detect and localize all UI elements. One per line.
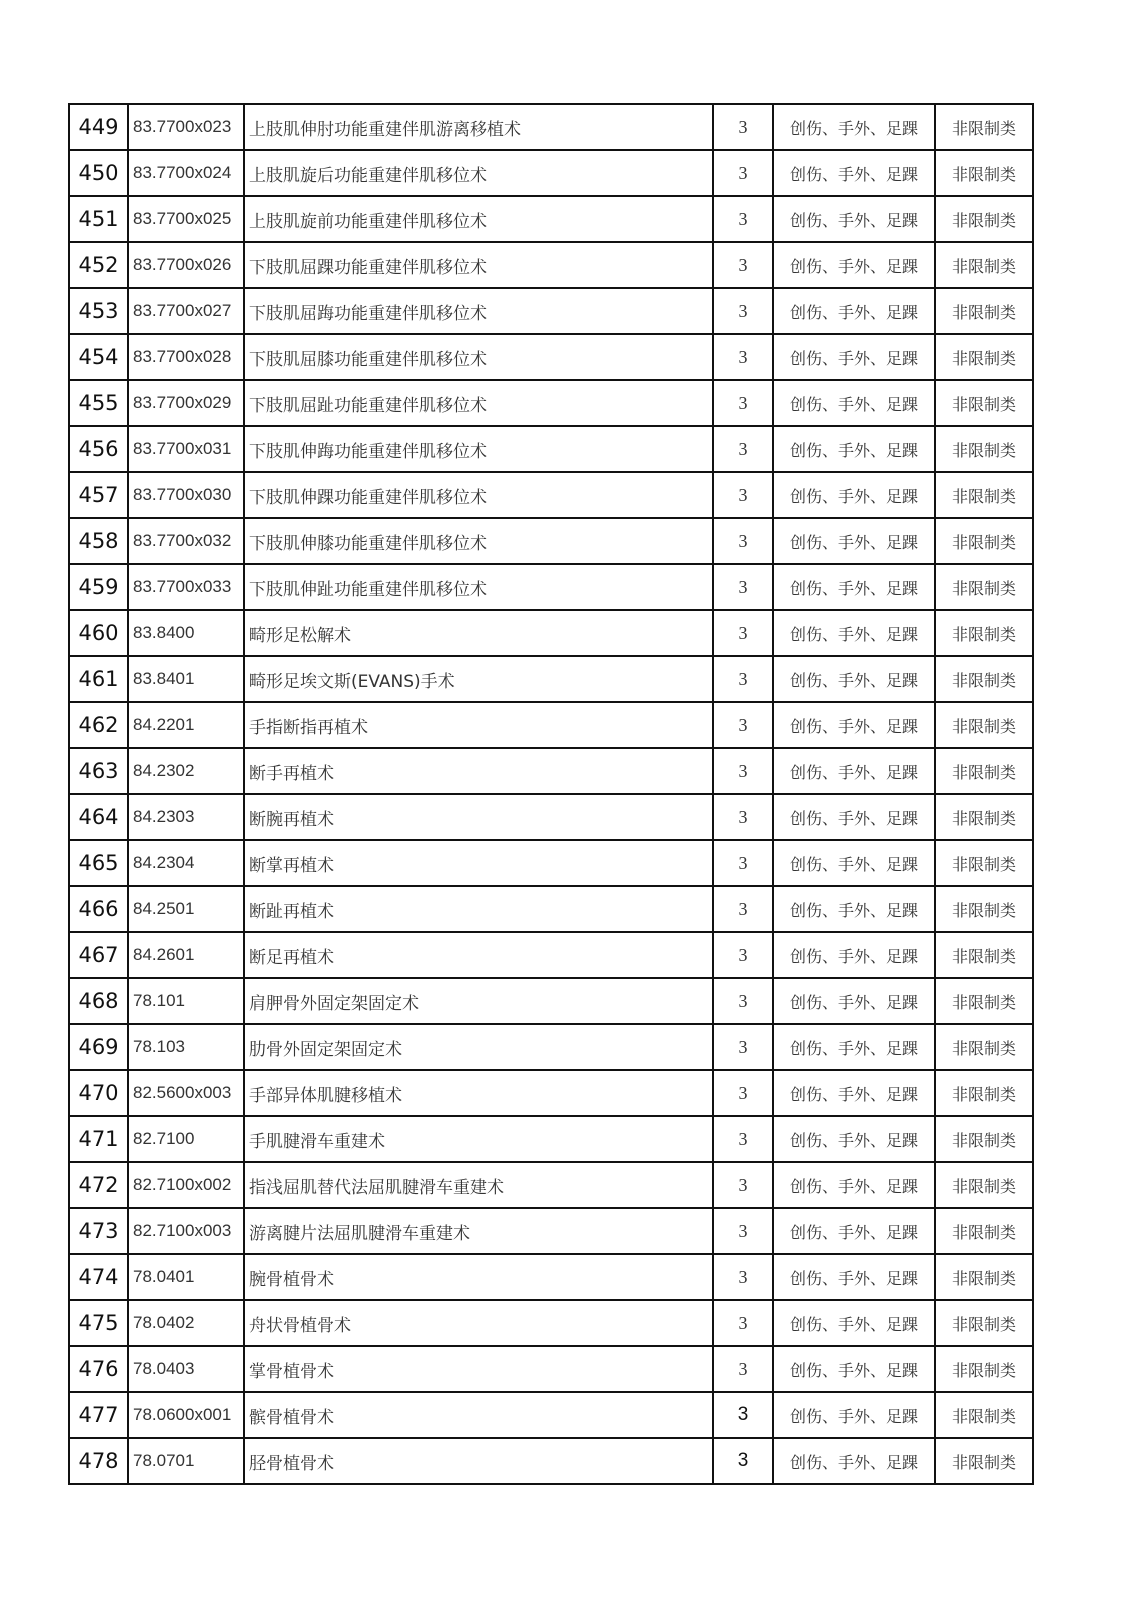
row-number-cell: 457 [69, 472, 128, 518]
surgery-level-cell: 3 [713, 426, 773, 472]
surgery-level-cell: 3 [713, 840, 773, 886]
surgery-level-cell: 3 [713, 1346, 773, 1392]
row-number-cell: 475 [69, 1300, 128, 1346]
procedure-code-cell: 82.7100x002 [128, 1162, 244, 1208]
surgery-level-cell: 3 [713, 1162, 773, 1208]
table-row [69, 932, 1033, 978]
procedure-name-cell: 下肢肌屈膝功能重建伴肌移位术 [244, 334, 713, 380]
row-number-cell: 476 [69, 1346, 128, 1392]
procedure-code-cell: 78.0402 [128, 1300, 244, 1346]
table-row [69, 748, 1033, 794]
surgery-level-cell: 3 [713, 886, 773, 932]
row-number-cell: 458 [69, 518, 128, 564]
table-row [69, 1070, 1033, 1116]
category-cell: 非限制类 [935, 1346, 1033, 1392]
procedure-name-cell: 上肢肌伸肘功能重建伴肌游离移植术 [244, 104, 713, 150]
procedure-name-cell: 掌骨植骨术 [244, 1346, 713, 1392]
department-cell: 创伤、手外、足踝 [773, 1346, 935, 1392]
department-cell: 创伤、手外、足踝 [773, 794, 935, 840]
category-cell: 非限制类 [935, 472, 1033, 518]
procedure-name-cell: 游离腱片法屈肌腱滑车重建术 [244, 1208, 713, 1254]
surgery-level-cell: 3 [713, 288, 773, 334]
row-number-cell: 449 [69, 104, 128, 150]
table-row [69, 1392, 1033, 1438]
procedure-code-cell: 78.101 [128, 978, 244, 1024]
category-cell: 非限制类 [935, 380, 1033, 426]
category-cell: 非限制类 [935, 794, 1033, 840]
surgery-level-cell: 3 [713, 1024, 773, 1070]
category-cell: 非限制类 [935, 242, 1033, 288]
category-cell: 非限制类 [935, 1116, 1033, 1162]
procedure-name-cell: 断趾再植术 [244, 886, 713, 932]
procedure-code-cell: 83.7700x031 [128, 426, 244, 472]
department-cell: 创伤、手外、足踝 [773, 380, 935, 426]
category-cell: 非限制类 [935, 1024, 1033, 1070]
procedure-code-cell: 82.7100 [128, 1116, 244, 1162]
procedure-name-cell: 下肢肌伸趾功能重建伴肌移位术 [244, 564, 713, 610]
surgery-level-cell: 3 [713, 196, 773, 242]
procedure-code-cell: 84.2201 [128, 702, 244, 748]
surgery-level-cell: 3 [713, 932, 773, 978]
table-row [69, 104, 1033, 150]
procedure-code-cell: 84.2501 [128, 886, 244, 932]
category-cell: 非限制类 [935, 886, 1033, 932]
procedure-code-cell: 82.7100x003 [128, 1208, 244, 1254]
table-row [69, 886, 1033, 932]
table-row [69, 1208, 1033, 1254]
surgery-level-cell: 3 [713, 1300, 773, 1346]
procedure-name-cell: 髌骨植骨术 [244, 1392, 713, 1438]
row-number-cell: 469 [69, 1024, 128, 1070]
row-number-cell: 463 [69, 748, 128, 794]
category-cell: 非限制类 [935, 150, 1033, 196]
row-number-cell: 478 [69, 1438, 128, 1484]
department-cell: 创伤、手外、足踝 [773, 104, 935, 150]
table-row [69, 1346, 1033, 1392]
row-number-cell: 467 [69, 932, 128, 978]
procedure-code-cell: 78.103 [128, 1024, 244, 1070]
category-cell: 非限制类 [935, 748, 1033, 794]
row-number-cell: 451 [69, 196, 128, 242]
procedure-name-cell: 断足再植术 [244, 932, 713, 978]
row-number-cell: 473 [69, 1208, 128, 1254]
department-cell: 创伤、手外、足踝 [773, 1116, 935, 1162]
category-cell: 非限制类 [935, 1254, 1033, 1300]
category-cell: 非限制类 [935, 426, 1033, 472]
procedure-name-cell: 下肢肌屈踝功能重建伴肌移位术 [244, 242, 713, 288]
row-number-cell: 471 [69, 1116, 128, 1162]
category-cell: 非限制类 [935, 564, 1033, 610]
department-cell: 创伤、手外、足踝 [773, 886, 935, 932]
surgery-level-cell: 3 [713, 564, 773, 610]
procedure-code-cell: 83.7700x024 [128, 150, 244, 196]
procedure-name-cell: 胫骨植骨术 [244, 1438, 713, 1484]
surgery-level-cell: 3 [713, 1070, 773, 1116]
table-row [69, 1254, 1033, 1300]
procedure-code-cell: 83.7700x026 [128, 242, 244, 288]
procedure-name-cell: 畸形足埃文斯(EVANS)手术 [244, 656, 713, 702]
row-number-cell: 456 [69, 426, 128, 472]
row-number-cell: 460 [69, 610, 128, 656]
procedure-name-cell: 下肢肌屈踇功能重建伴肌移位术 [244, 288, 713, 334]
surgery-level-cell: 3 [713, 1208, 773, 1254]
category-cell: 非限制类 [935, 334, 1033, 380]
department-cell: 创伤、手外、足踝 [773, 748, 935, 794]
row-number-cell: 453 [69, 288, 128, 334]
category-cell: 非限制类 [935, 1438, 1033, 1484]
procedure-code-cell: 82.5600x003 [128, 1070, 244, 1116]
table-row [69, 1438, 1033, 1484]
procedure-name-cell: 肩胛骨外固定架固定术 [244, 978, 713, 1024]
department-cell: 创伤、手外、足踝 [773, 656, 935, 702]
category-cell: 非限制类 [935, 1300, 1033, 1346]
procedure-name-cell: 断掌再植术 [244, 840, 713, 886]
department-cell: 创伤、手外、足踝 [773, 564, 935, 610]
procedure-code-cell: 83.7700x033 [128, 564, 244, 610]
department-cell: 创伤、手外、足踝 [773, 1254, 935, 1300]
table-row [69, 656, 1033, 702]
row-number-cell: 450 [69, 150, 128, 196]
procedure-name-cell: 手肌腱滑车重建术 [244, 1116, 713, 1162]
table-row [69, 1162, 1033, 1208]
surgery-level-cell: 3 [713, 1254, 773, 1300]
department-cell: 创伤、手外、足踝 [773, 610, 935, 656]
department-cell: 创伤、手外、足踝 [773, 1162, 935, 1208]
procedure-table-body [69, 104, 1033, 1484]
procedure-name-cell: 肋骨外固定架固定术 [244, 1024, 713, 1070]
procedure-code-cell: 83.7700x023 [128, 104, 244, 150]
surgery-level-cell: 3 [713, 656, 773, 702]
category-cell: 非限制类 [935, 104, 1033, 150]
table-row [69, 564, 1033, 610]
department-cell: 创伤、手外、足踝 [773, 472, 935, 518]
procedure-code-cell: 84.2302 [128, 748, 244, 794]
procedure-code-cell: 83.7700x030 [128, 472, 244, 518]
category-cell: 非限制类 [935, 518, 1033, 564]
procedure-name-cell: 下肢肌伸踝功能重建伴肌移位术 [244, 472, 713, 518]
row-number-cell: 455 [69, 380, 128, 426]
procedure-name-cell: 下肢肌伸膝功能重建伴肌移位术 [244, 518, 713, 564]
row-number-cell: 477 [69, 1392, 128, 1438]
category-cell: 非限制类 [935, 610, 1033, 656]
table-row [69, 242, 1033, 288]
procedure-code-cell: 84.2303 [128, 794, 244, 840]
table-row [69, 150, 1033, 196]
procedure-name-cell: 下肢肌伸踇功能重建伴肌移位术 [244, 426, 713, 472]
surgery-level-cell: 3 [713, 472, 773, 518]
row-number-cell: 470 [69, 1070, 128, 1116]
row-number-cell: 474 [69, 1254, 128, 1300]
procedure-code-cell: 83.7700x029 [128, 380, 244, 426]
procedure-name-cell: 手指断指再植术 [244, 702, 713, 748]
category-cell: 非限制类 [935, 840, 1033, 886]
procedure-code-cell: 78.0600x001 [128, 1392, 244, 1438]
table-row [69, 794, 1033, 840]
table-row [69, 978, 1033, 1024]
table-row [69, 1024, 1033, 1070]
department-cell: 创伤、手外、足踝 [773, 840, 935, 886]
surgery-level-cell: 3 [713, 794, 773, 840]
category-cell: 非限制类 [935, 288, 1033, 334]
table-row [69, 1116, 1033, 1162]
procedure-name-cell: 下肢肌屈趾功能重建伴肌移位术 [244, 380, 713, 426]
department-cell: 创伤、手外、足踝 [773, 1024, 935, 1070]
department-cell: 创伤、手外、足踝 [773, 702, 935, 748]
table-row [69, 518, 1033, 564]
surgery-level-cell: 3 [713, 702, 773, 748]
procedure-code-cell: 78.0701 [128, 1438, 244, 1484]
department-cell: 创伤、手外、足踝 [773, 426, 935, 472]
category-cell: 非限制类 [935, 1208, 1033, 1254]
surgery-level-cell: 3 [713, 748, 773, 794]
table-row [69, 380, 1033, 426]
department-cell: 创伤、手外、足踝 [773, 978, 935, 1024]
department-cell: 创伤、手外、足踝 [773, 932, 935, 978]
table-row [69, 610, 1033, 656]
category-cell: 非限制类 [935, 196, 1033, 242]
row-number-cell: 464 [69, 794, 128, 840]
department-cell: 创伤、手外、足踝 [773, 1438, 935, 1484]
row-number-cell: 462 [69, 702, 128, 748]
department-cell: 创伤、手外、足踝 [773, 1300, 935, 1346]
procedure-code-cell: 83.8401 [128, 656, 244, 702]
surgery-level-cell: 3 [713, 380, 773, 426]
procedure-name-cell: 手部异体肌腱移植术 [244, 1070, 713, 1116]
table-row [69, 702, 1033, 748]
table-row [69, 334, 1033, 380]
table-row [69, 1300, 1033, 1346]
row-number-cell: 472 [69, 1162, 128, 1208]
category-cell: 非限制类 [935, 702, 1033, 748]
surgery-level-cell: 3 [713, 1438, 773, 1484]
table-row [69, 426, 1033, 472]
category-cell: 非限制类 [935, 656, 1033, 702]
row-number-cell: 468 [69, 978, 128, 1024]
department-cell: 创伤、手外、足踝 [773, 196, 935, 242]
category-cell: 非限制类 [935, 978, 1033, 1024]
procedure-code-cell: 84.2304 [128, 840, 244, 886]
surgery-level-cell: 3 [713, 104, 773, 150]
surgery-level-cell: 3 [713, 610, 773, 656]
procedure-name-cell: 上肢肌旋后功能重建伴肌移位术 [244, 150, 713, 196]
category-cell: 非限制类 [935, 1392, 1033, 1438]
department-cell: 创伤、手外、足踝 [773, 1070, 935, 1116]
row-number-cell: 459 [69, 564, 128, 610]
procedure-code-cell: 78.0403 [128, 1346, 244, 1392]
row-number-cell: 454 [69, 334, 128, 380]
procedure-code-cell: 83.7700x032 [128, 518, 244, 564]
department-cell: 创伤、手外、足踝 [773, 150, 935, 196]
row-number-cell: 461 [69, 656, 128, 702]
department-cell: 创伤、手外、足踝 [773, 334, 935, 380]
department-cell: 创伤、手外、足踝 [773, 518, 935, 564]
department-cell: 创伤、手外、足踝 [773, 288, 935, 334]
procedure-name-cell: 断手再植术 [244, 748, 713, 794]
category-cell: 非限制类 [935, 1070, 1033, 1116]
table-row [69, 288, 1033, 334]
table-row [69, 196, 1033, 242]
procedure-name-cell: 断腕再植术 [244, 794, 713, 840]
procedure-code-cell: 83.7700x027 [128, 288, 244, 334]
department-cell: 创伤、手外、足踝 [773, 1208, 935, 1254]
surgery-level-cell: 3 [713, 1116, 773, 1162]
department-cell: 创伤、手外、足踝 [773, 242, 935, 288]
procedure-name-cell: 上肢肌旋前功能重建伴肌移位术 [244, 196, 713, 242]
surgery-level-cell: 3 [713, 1392, 773, 1438]
procedure-name-cell: 指浅屈肌替代法屈肌腱滑车重建术 [244, 1162, 713, 1208]
procedure-table [68, 103, 1034, 1485]
procedure-code-cell: 78.0401 [128, 1254, 244, 1300]
procedure-name-cell: 舟状骨植骨术 [244, 1300, 713, 1346]
procedure-code-cell: 83.8400 [128, 610, 244, 656]
surgery-level-cell: 3 [713, 978, 773, 1024]
procedure-code-cell: 83.7700x028 [128, 334, 244, 380]
row-number-cell: 452 [69, 242, 128, 288]
surgery-level-cell: 3 [713, 150, 773, 196]
surgery-level-cell: 3 [713, 242, 773, 288]
table-row [69, 840, 1033, 886]
surgery-level-cell: 3 [713, 334, 773, 380]
surgery-level-cell: 3 [713, 518, 773, 564]
procedure-name-cell: 畸形足松解术 [244, 610, 713, 656]
procedure-name-cell: 腕骨植骨术 [244, 1254, 713, 1300]
category-cell: 非限制类 [935, 1162, 1033, 1208]
row-number-cell: 465 [69, 840, 128, 886]
table-row [69, 472, 1033, 518]
department-cell: 创伤、手外、足踝 [773, 1392, 935, 1438]
row-number-cell: 466 [69, 886, 128, 932]
procedure-code-cell: 83.7700x025 [128, 196, 244, 242]
category-cell: 非限制类 [935, 932, 1033, 978]
procedure-code-cell: 84.2601 [128, 932, 244, 978]
